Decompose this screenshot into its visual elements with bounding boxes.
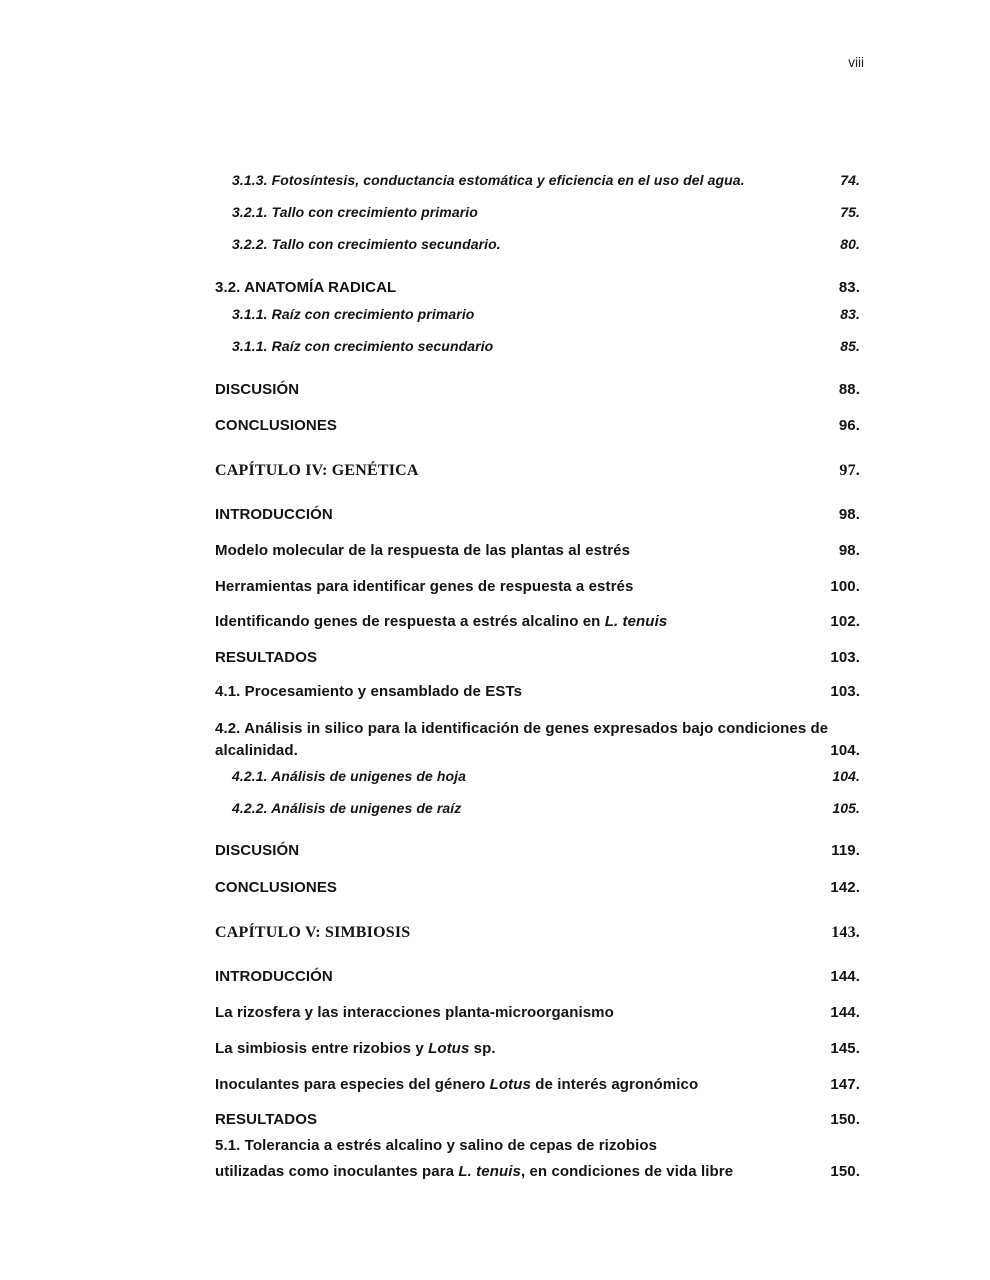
toc-row [215,505,860,524]
toc-entry-label: Inoculantes para especies del género Lotus de interés agronómico [215,1076,699,1093]
toc-entry-page: 105. [832,800,860,816]
toc-row [215,1003,860,1022]
toc-entry-page: 96. [838,417,860,434]
toc-entry-page: 74. [840,172,860,188]
toc-entry-label: La rizosfera y las interacciones planta-microorganismo [215,1004,614,1021]
toc-row [215,278,860,297]
toc-entry-label: Herramientas para identificar genes de respuesta a estrés [215,578,634,595]
toc-row [215,878,860,897]
toc-entry-label: CONCLUSIONES [215,879,338,896]
toc-entry-page: 75. [840,204,860,220]
toc-entry-page: 100. [830,578,860,595]
toc-entry-page: 144. [830,968,860,985]
toc-entry-page: 119. [831,842,860,859]
toc-row [215,841,860,860]
toc-row [215,741,860,760]
toc-row [215,541,860,560]
toc-entry-page: 80. [840,236,860,252]
toc-entry-page: 143. [831,924,860,941]
toc-entry-page: 145. [830,1040,860,1057]
toc-row [215,305,860,324]
toc-entry-label: utilizadas como inoculantes para L. tenuis, en condiciones de vida libre [215,1163,734,1180]
toc-row [215,922,860,943]
toc-entry-label: Modelo molecular de la respuesta de las plantas al estrés [215,542,631,559]
toc-entry-page: 147. [830,1076,860,1093]
toc-entry-label: CONCLUSIONES [215,417,338,434]
toc-entry-page: 104. [830,742,860,759]
toc-entry-label: RESULTADOS [215,1111,318,1128]
toc-row [215,337,860,356]
toc-row [215,719,860,738]
toc-row [215,1110,860,1129]
toc-entry-page: 150. [830,1163,860,1180]
toc-entry-label: 3.2.1. Tallo con crecimiento primario [232,204,478,220]
toc-entry-label: 3.2.2. Tallo con crecimiento secundario. [232,236,501,252]
toc-entry-label: La simbiosis entre rizobios y Lotus sp. [215,1040,496,1057]
toc-entry-label: CAPÍTULO V: SIMBIOSIS [215,924,411,941]
toc-entry-page: 88. [838,381,860,398]
toc-entry-label: alcalinidad. [215,742,298,759]
toc-entry-page: 83. [838,279,860,296]
toc-entry-label: INTRODUCCIÓN [215,968,333,985]
toc-entry-label: 5.1. Tolerancia a estrés alcalino y salino de cepas de rizobios [215,1137,658,1154]
toc-row [215,799,860,818]
toc-entry-label: 3.2. ANATOMÍA RADICAL [215,279,397,296]
toc-entry-label: INTRODUCCIÓN [215,506,333,523]
toc-entry-page: 98. [838,506,860,523]
toc-entry-page: 104. [832,768,860,784]
toc-row [215,460,860,481]
toc-entry-page: 142. [830,879,860,896]
toc-entry-page: 144. [830,1004,860,1021]
toc-entry-label: 3.1.1. Raíz con crecimiento secundario [232,338,494,354]
toc-row [215,612,860,631]
toc-row [215,1162,860,1181]
toc-entry-label: CAPÍTULO IV: GENÉTICA [215,462,419,479]
toc-row [215,1075,860,1094]
toc-entry-label: Identificando genes de respuesta a estrés alcalino en L. tenuis [215,613,668,630]
toc-entry-page: 103. [830,683,860,700]
toc-row [215,767,860,786]
toc-row [215,1039,860,1058]
toc-entry-page: 85. [840,338,860,354]
toc-row [215,577,860,596]
toc-entry-page: 83. [840,306,860,322]
toc-row [215,648,860,667]
toc-row [215,1136,860,1155]
toc-entry-page: 102. [830,613,860,630]
toc-row [215,682,860,701]
toc-row [215,235,860,254]
toc-row [215,171,860,190]
toc-entry-label: RESULTADOS [215,649,318,666]
page-number-folio: viii [848,55,864,70]
toc-row [215,416,860,435]
toc-entry-page: 97. [839,462,860,479]
toc-row [215,967,860,986]
toc-entry-label: DISCUSIÓN [215,842,300,859]
toc-entry-page: 98. [838,542,860,559]
toc-row [215,203,860,222]
toc-entry-label: 4.1. Procesamiento y ensamblado de ESTs [215,683,523,700]
toc-row [215,380,860,399]
toc-entry-page: 103. [830,649,860,666]
toc-entry-label: 4.2.2. Análisis de unigenes de raíz [232,800,462,816]
toc-entry-label: 4.2.1. Análisis de unigenes de hoja [232,768,467,784]
toc-entry-label: 3.1.1. Raíz con crecimiento primario [232,306,475,322]
toc-entry-page: 150. [830,1111,860,1128]
toc-entry-label: DISCUSIÓN [215,381,300,398]
toc-entry-label: 4.2. Análisis in silico para la identificación de genes expresados bajo condiciones de [215,720,829,737]
toc-entry-label: 3.1.3. Fotosíntesis, conductancia estomática y eficiencia en el uso del agua. [232,172,745,188]
